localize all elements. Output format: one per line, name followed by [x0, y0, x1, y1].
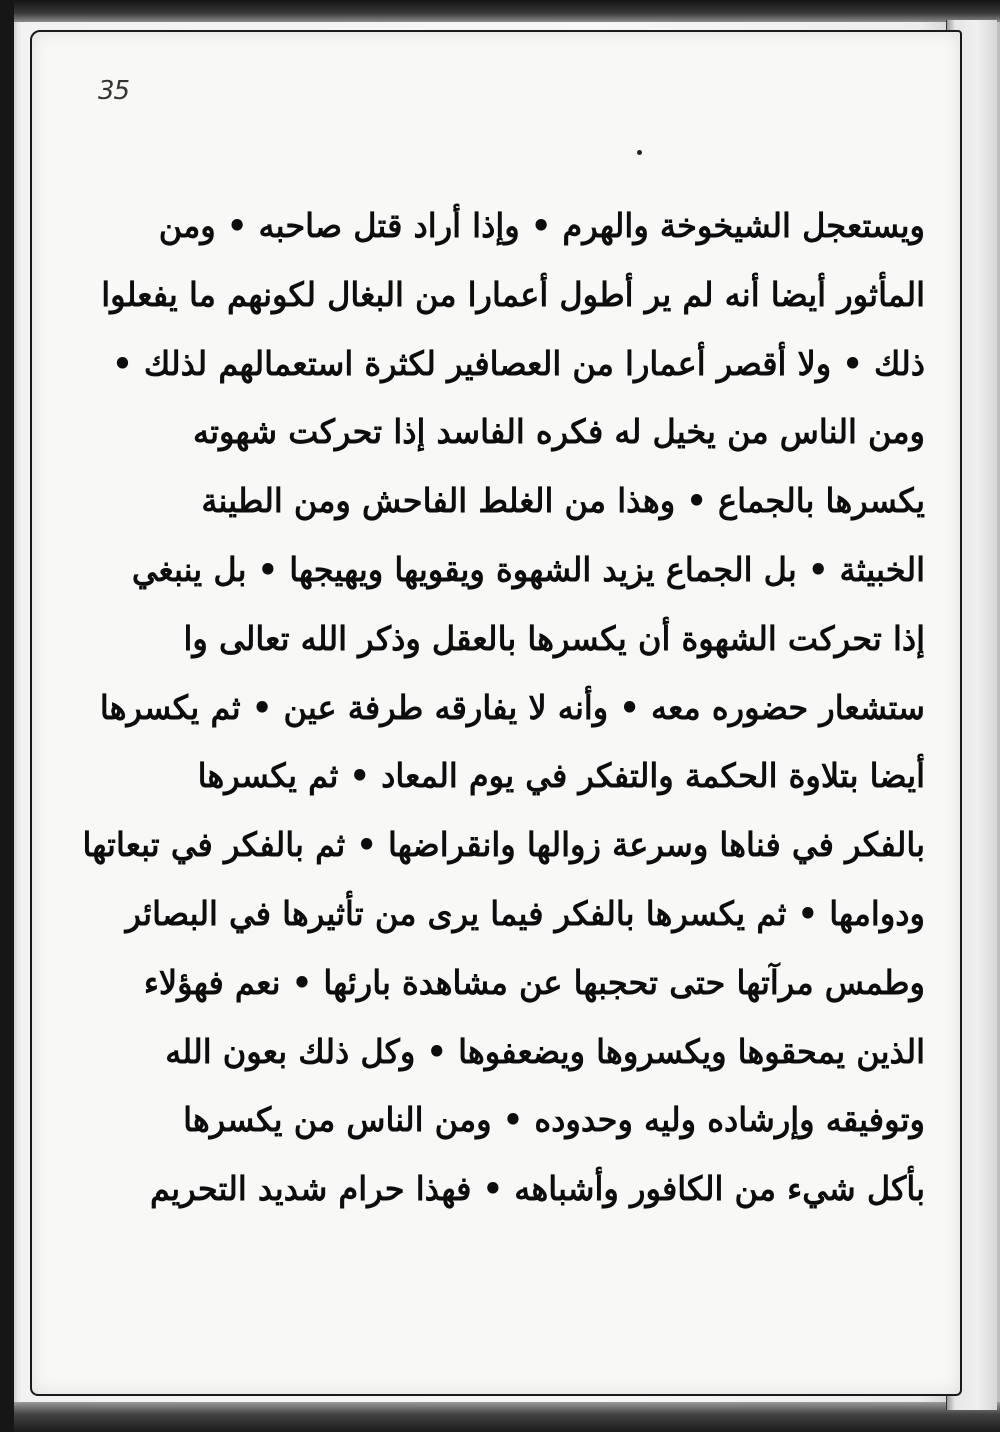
manuscript-text — [82, 192, 926, 1292]
text-line-1: ويستعجل الشيخوخة والهرم • وإذا أراد قتل صاحبه • ومن — [158, 206, 926, 245]
bottom-edge-shadow — [14, 1402, 1000, 1432]
text-line-3: ذلك • ولا أقصر أعمارا من العصافير لكثرة استعمالهم لذلك • — [112, 343, 925, 383]
binding-shadow — [0, 0, 14, 1432]
text-line-5: يكسرها بالجماع • وهذا من الغلط الفاحش ومن الطينة — [201, 481, 926, 521]
folio-number: 35 — [98, 76, 130, 106]
text-line-13: الذين يمحقوها ويكسروها ويضعفوها • وكل ذلك بعون الله — [165, 1031, 925, 1071]
text-line-9: أيضا بتلاوة الحكمة والتفكر في يوم المعاد • ثم يكسرها — [197, 756, 925, 796]
text-line-8: ستشعار حضوره معه • وأنه لا يفارقه طرفة عين • ثم يكسرها — [99, 687, 925, 727]
ink-dot — [637, 150, 642, 155]
text-line-15: بأكل شيء من الكافور وأشباهه • فهذا حرام شديد التحريم — [149, 1169, 925, 1209]
text-line-14: وتوفيقه وإرشاده وليه وحدوده • ومن الناس من يكسرها — [183, 1100, 926, 1140]
text-line-6: الخبيثة • بل الجماع يزيد الشهوة ويقويها ويهيجها • بل ينبغي — [131, 549, 925, 589]
text-line-2: المأثور أيضا أنه لم ير أطول أعمارا من البغال لكونهم ما يفعلوا — [101, 274, 925, 314]
text-line-7: إذا تحركت الشهوة أن يكسرها بالعقل وذكر الله تعالى وا — [183, 618, 926, 658]
text-line-4: ومن الناس من يخيل له فكره الفاسد إذا تحركت شهوته — [192, 412, 925, 452]
text-line-10: بالفكر في فناها وسرعة زوالها وانقراضها • ثم بالفكر في تبعاتها — [82, 825, 926, 865]
top-edge-shadow — [14, 0, 1000, 22]
text-line-12: وطمس مرآتها حتى تحجبها عن مشاهدة بارئها • نعم فهؤلاء — [143, 962, 925, 1002]
text-line-11: ودوامها • ثم يكسرها بالفكر فيما يرى من تأثيرها في البصائر — [125, 893, 926, 933]
